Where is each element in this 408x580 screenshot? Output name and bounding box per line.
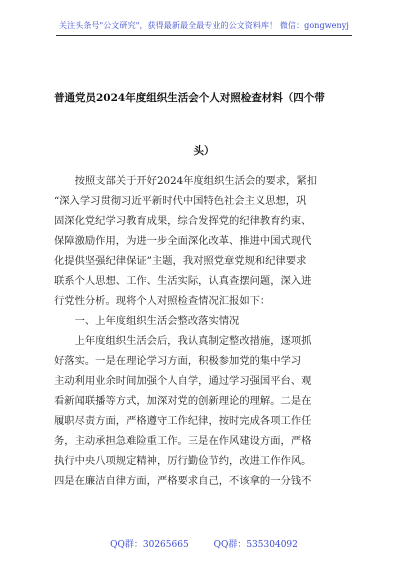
body-paragraph-line: 好落实。一是在理论学习方面，积极参加党的集中学习 [54, 355, 302, 367]
body-paragraph-line: 四是在廉洁自律方面，严格要求自己，不该拿的一分钱不 [54, 475, 312, 487]
header-watermark-note: 关注头条号"公文研究"，获得最新最全最专业的公文资料库！ 微信：gongwenyj [59, 21, 349, 30]
body-paragraph-line: “深入学习贯彻习近平新时代中国特色社会主义思想，巩 [54, 195, 307, 207]
document-body [54, 171, 354, 491]
footer-qq-group: QQ群：30265665 [110, 540, 189, 550]
body-paragraph-line: 联系个人思想、工作、生活实际，认真查摆问题，深入进 [54, 275, 312, 287]
document-title [54, 72, 354, 178]
document-title-line: 头） [193, 145, 215, 157]
body-paragraph-line: 化提供坚强纪律保证”主题，我对照党章党规和纪律要求 [54, 255, 307, 267]
body-paragraph-line: 主动利用业余时间加强个人自学，通过学习强国平台、观 [54, 375, 312, 387]
header-divider [56, 35, 352, 36]
section-heading: 一、上年度组织生活会整改落实情况 [74, 315, 240, 327]
body-paragraph-line: 执行中央八项规定精神，厉行勤俭节约，改进工作作风。 [54, 455, 312, 467]
footer-watermark-note [0, 537, 408, 550]
body-paragraph-line: 看新闻联播等方式，加深对党的创新理论的理解。二是在 [54, 395, 312, 407]
body-paragraph-line: 按照支部关于开好2024年度组织生活会的要求，紧扣 [74, 175, 318, 187]
document-title-line: 普通党员2024年度组织生活会个人对照检查材料（四个带 [54, 92, 325, 104]
body-paragraph-line: 保障激励作用，为进一步全面深化改革、推进中国式现代 [54, 235, 312, 247]
body-paragraph-line: 务，主动承担急难险重工作。三是在作风建设方面，严格 [54, 435, 312, 447]
footer-qq-group: QQ群：535304092 [213, 540, 298, 550]
body-paragraph-line: 上年度组织生活会后，我认真制定整改措施，逐项抓 [74, 335, 312, 347]
body-paragraph-line: 履职尽责方面，严格遵守工作纪律，按时完成各项工作任 [54, 415, 312, 427]
body-paragraph-line: 固深化党纪学习教育成果，综合发挥党的纪律教育约束、 [54, 215, 312, 227]
body-paragraph-line: 行党性分析。现将个人对照检查情况汇报如下： [54, 295, 271, 307]
